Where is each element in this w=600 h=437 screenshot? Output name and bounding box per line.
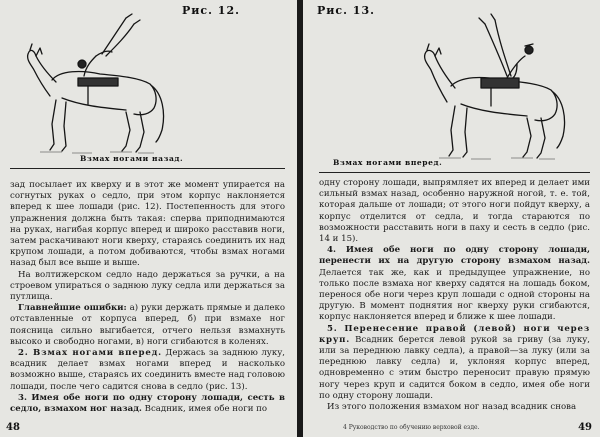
figure-caption: Взмах ногами назад.: [80, 154, 184, 163]
illustration-rider-legs-back: [22, 12, 172, 160]
item5-text: Всадник берется левой рукой за гриву (за луку, или за переднюю лавку седла), а правой—за луку (или за переднюю лавку седла) и, уклоняя корпус вперед, одновременно с этим быстро переносит правую прямую ногу через круп и садится боком в седло, имея обе ноги по одну сторону лошади.: [319, 334, 591, 401]
item2-heading: 2. Взмах ногами вперед.: [18, 348, 162, 359]
item3-text: Всадник, имея обе ноги по: [144, 404, 268, 415]
paragraph: На волтижерском седло надо держаться за ручки, а на строевом упираться о заднюю луку седла или держаться за путлища.: [10, 269, 285, 303]
paragraph: Из этого положения взмахом ног назад всадник снова: [327, 402, 577, 413]
divider-line: [10, 168, 285, 169]
left-page: [0, 0, 297, 437]
figure-label: Рис. 12.: [182, 4, 240, 17]
item3-heading: 3. Имея обе ноги по одну сторону лошади, сесть в седло, взмахом ног назад.: [10, 392, 285, 415]
item2-text: Держась за заднюю луку, всадник делает взмах ногами вперед и насколько возможно выше, стараясь их соединить вместе над головою лошади, после чего садится снова в седло (рис. 13).: [10, 348, 285, 392]
figure-caption: Взмах ногами вперед.: [333, 158, 443, 167]
page-footer: 4 Руководство по обучению верховой езде.: [343, 424, 480, 431]
illustration-rider-legs-forward: [421, 10, 571, 160]
errors-heading: Главнейшие ошибки:: [18, 303, 127, 314]
right-body-text: [319, 178, 590, 413]
errors-text: а) руки держать прямые и далеко отставленные от корпуса вперед, б) при взмахе ног поясница сильно выгибается, отчего нельзя взмахнуть высоко и свободно ногами, в) ноги сгибаются в коленях.: [10, 303, 286, 347]
paragraph: одну сторону лошади, выпрямляет их вперед и делает ими сильный взмах назад, особенно наружной ногой, т. е. той, которая дальше от лошади; от этого ноги пойдут кверху, а корпус отделится от седла, и тогда стараются по возможности расставить ноги в паху и сесть в седло (рис. 14 и 15).: [319, 178, 590, 245]
paragraph: [10, 348, 285, 393]
left-body-text: [10, 180, 285, 415]
divider-line: [319, 172, 590, 173]
item4-text: Делается так же, как и предыдущее упражнение, но только после взмаха ног кверху садятся на лошадь боком, перенося обе ноги через круп лошади с одной стороны на другую. В момент поднятия ног кверху руки сгибаются, корпус наклоняется вперед и ближе к шее лошади.: [319, 267, 590, 323]
page-number: 48: [6, 422, 20, 433]
figure-label: Рис. 13.: [317, 4, 375, 17]
right-page: [303, 0, 600, 437]
paragraph: зад посылает их кверху и в этот же момент упирается на согнутых руках о седло, при этом корпус наклоняется вперед к шее лошади (рис. 12). Постепенность для этого упражнения должна быть такая: сперва приподнимаются на руках, нагибая корпус вперед и широко расставив ноги, затем раскачивают ноги кверху, стараясь соединить их над крупом лошади, а потом добиваются, чтобы взмах ногами назад был все выше и выше.: [10, 180, 285, 269]
item4-heading: 4. Имея обе ноги по одну сторону лошади, перенести их на другую сторону взмахом назад.: [319, 245, 590, 267]
paragraph: [319, 324, 590, 402]
paragraph: [10, 393, 285, 415]
page-number: 49: [578, 422, 592, 433]
paragraph: [10, 303, 285, 348]
paragraph: [319, 245, 590, 323]
item5-heading: 5. Перенесение правой (левой) ноги через круп.: [319, 323, 590, 345]
